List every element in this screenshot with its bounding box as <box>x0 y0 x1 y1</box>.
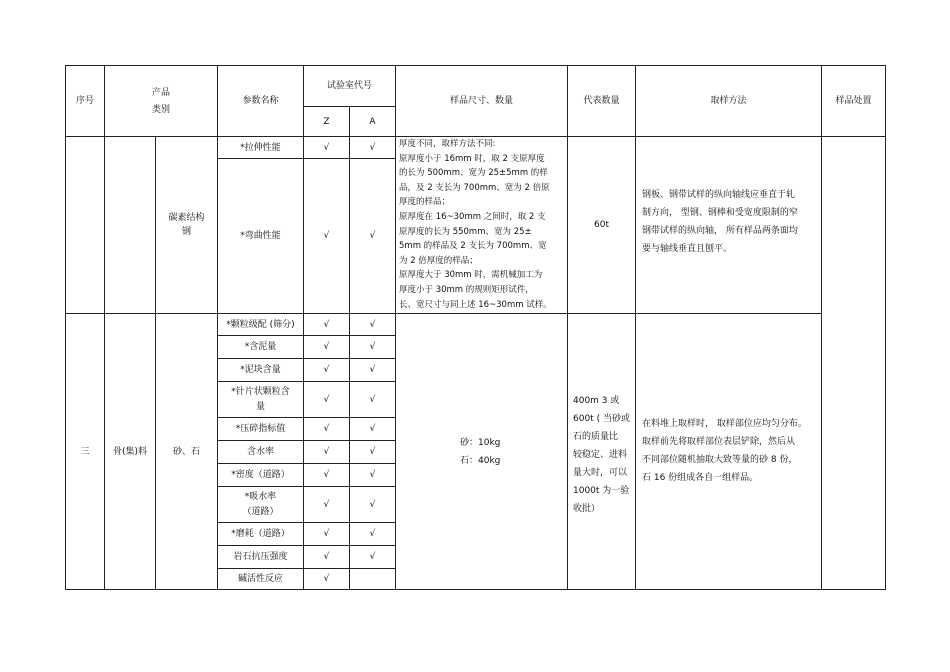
text-line: 的长为 500mm、宽为 25±5mm 的样 <box>399 168 548 179</box>
text-line: 石 16 份组成各自一组样品。 <box>642 473 759 483</box>
text-line: 较稳定、进料 <box>573 450 628 460</box>
header-lab-code: 试验室代号 <box>326 81 372 91</box>
param-crushing-index: *压碎指标值 <box>235 424 286 434</box>
check-a: √ <box>369 365 376 375</box>
check-z: √ <box>323 342 330 352</box>
text-line: 在料堆上取样时， 取样部位应均匀分布。 <box>642 419 807 429</box>
text-line: 制方向， 型钢、钢棒和受宽度限制的窄 <box>642 208 798 218</box>
param-tensile: *拉伸性能 <box>240 142 281 153</box>
text-line: 钢板、钢带试样的纵向轴线应垂直于轧 <box>642 190 796 200</box>
check-a: √ <box>369 470 376 480</box>
param-abrasion: *磨耗（道路） <box>231 529 290 539</box>
check-a: √ <box>369 529 376 539</box>
sampling-method-aggregate <box>642 415 820 487</box>
sampling-method-steel <box>642 186 818 258</box>
header-z: Z <box>323 116 330 127</box>
check-z: √ <box>323 394 330 405</box>
check-a <box>350 569 395 589</box>
check-z: √ <box>323 142 330 153</box>
check-a: √ <box>369 499 376 510</box>
check-a: √ <box>369 319 376 330</box>
check-z: √ <box>323 574 330 584</box>
param-alkali-reactivity: 碱活性反应 <box>237 574 283 584</box>
param-flaky-particles: *针片状颗粒含 量 <box>231 386 290 412</box>
param-clay-lumps: *泥块含量 <box>240 365 281 375</box>
check-a: √ <box>369 142 376 153</box>
text-line: 1000t 为一验 <box>573 486 630 496</box>
text-line: 5mm 的样品及 2 支长为 700mm、宽 <box>399 241 547 252</box>
check-z: √ <box>323 447 330 457</box>
param-rock-compressive: 岩石抗压强度 <box>233 552 288 562</box>
header-rep-qty: 代表数量 <box>583 96 620 106</box>
category-aggregate: 骨(集)料 <box>112 446 148 457</box>
param-water-absorption: *吸水率 （道路） <box>242 491 279 517</box>
grid-line <box>635 65 636 590</box>
text-line: 钢带试样的纵向轴， 所有样品两条面均 <box>642 226 798 236</box>
sample-size-aggregate <box>460 434 560 470</box>
text-line: 为 2 倍厚度的样品； <box>399 255 478 266</box>
check-z: √ <box>323 529 330 539</box>
check-a: √ <box>369 424 376 434</box>
check-z: √ <box>323 499 330 510</box>
text-line: 厚度小于 30mm 的规则矩形试件， <box>399 284 534 295</box>
check-a: √ <box>369 552 376 562</box>
text-line: 原厚度小于 16mm 时，取 2 支原厚度 <box>399 153 545 164</box>
text-line: 不同部位随机抽取大致等量的砂 8 份， <box>642 455 798 465</box>
header-seq: 序号 <box>75 96 94 106</box>
header-product: 产品 <box>151 87 170 98</box>
header-category: 类别 <box>151 104 170 115</box>
text-line: 取样前先将取样部位表层铲除，然后从 <box>642 437 796 447</box>
text-line: 石：40kg <box>460 456 501 466</box>
check-z: √ <box>323 470 330 480</box>
header-a: A <box>369 116 376 127</box>
text-line: 收批） <box>573 504 601 514</box>
product-carbon-steel: 碳素结构 钢 <box>168 213 205 237</box>
seq-three: 三 <box>80 446 90 457</box>
text-line: 砂：10kg <box>460 438 501 448</box>
check-a: √ <box>369 231 376 241</box>
text-line: 原厚度大于 30mm 时，需机械加工为 <box>399 270 543 281</box>
check-z: √ <box>323 319 330 330</box>
grid-line <box>65 589 886 590</box>
text-line: 量大时，可以 <box>573 468 628 478</box>
grid-line <box>821 65 822 590</box>
header-method: 取样方法 <box>710 96 747 106</box>
param-bending: *弯曲性能 <box>240 231 281 241</box>
param-grading: *颗粒级配 (筛分) <box>226 319 295 330</box>
grid-line <box>395 65 396 590</box>
product-sand-stone: 砂、石 <box>172 446 200 457</box>
param-mud-content: *含泥量 <box>244 342 277 352</box>
check-a: √ <box>369 447 376 457</box>
rep-qty-aggregate <box>573 392 633 518</box>
text-line: 厚度不同，取样方法不同: <box>399 139 496 149</box>
header-size: 样品尺寸、数量 <box>449 96 513 106</box>
check-a: √ <box>369 342 376 352</box>
text-line: 品，及 2 支长为 700mm、宽为 2 倍原 <box>399 182 550 193</box>
header-product-category <box>105 66 217 136</box>
check-z: √ <box>323 231 330 241</box>
text-line: 厚度的样品； <box>399 197 451 208</box>
check-z: √ <box>323 365 330 375</box>
text-line: 长、宽尺寸与同上述 16~30mm 试样。 <box>399 299 552 310</box>
check-z: √ <box>323 552 330 562</box>
param-moisture: 含水率 <box>246 447 274 457</box>
text-line: 原厚度的长为 550mm、宽为 25± <box>399 226 532 237</box>
grid-line <box>885 65 886 590</box>
header-disposal: 样品处置 <box>835 96 872 106</box>
param-density: *密度（道路） <box>231 470 290 480</box>
check-a: √ <box>369 394 376 405</box>
rep-qty-steel: 60t <box>594 220 609 230</box>
text-line: 要与轴线垂直且刨平。 <box>642 244 733 254</box>
check-z: √ <box>323 424 330 434</box>
text-line: 600t ( 当砂或 <box>573 414 630 424</box>
text-line: 400m 3 或 <box>573 396 620 406</box>
sample-size-steel <box>399 137 565 313</box>
header-param: 参数名称 <box>242 96 279 106</box>
text-line: 原厚度在 16~30mm 之间时，取 2 支 <box>399 211 546 222</box>
text-line: 石的质量比 <box>573 432 619 442</box>
